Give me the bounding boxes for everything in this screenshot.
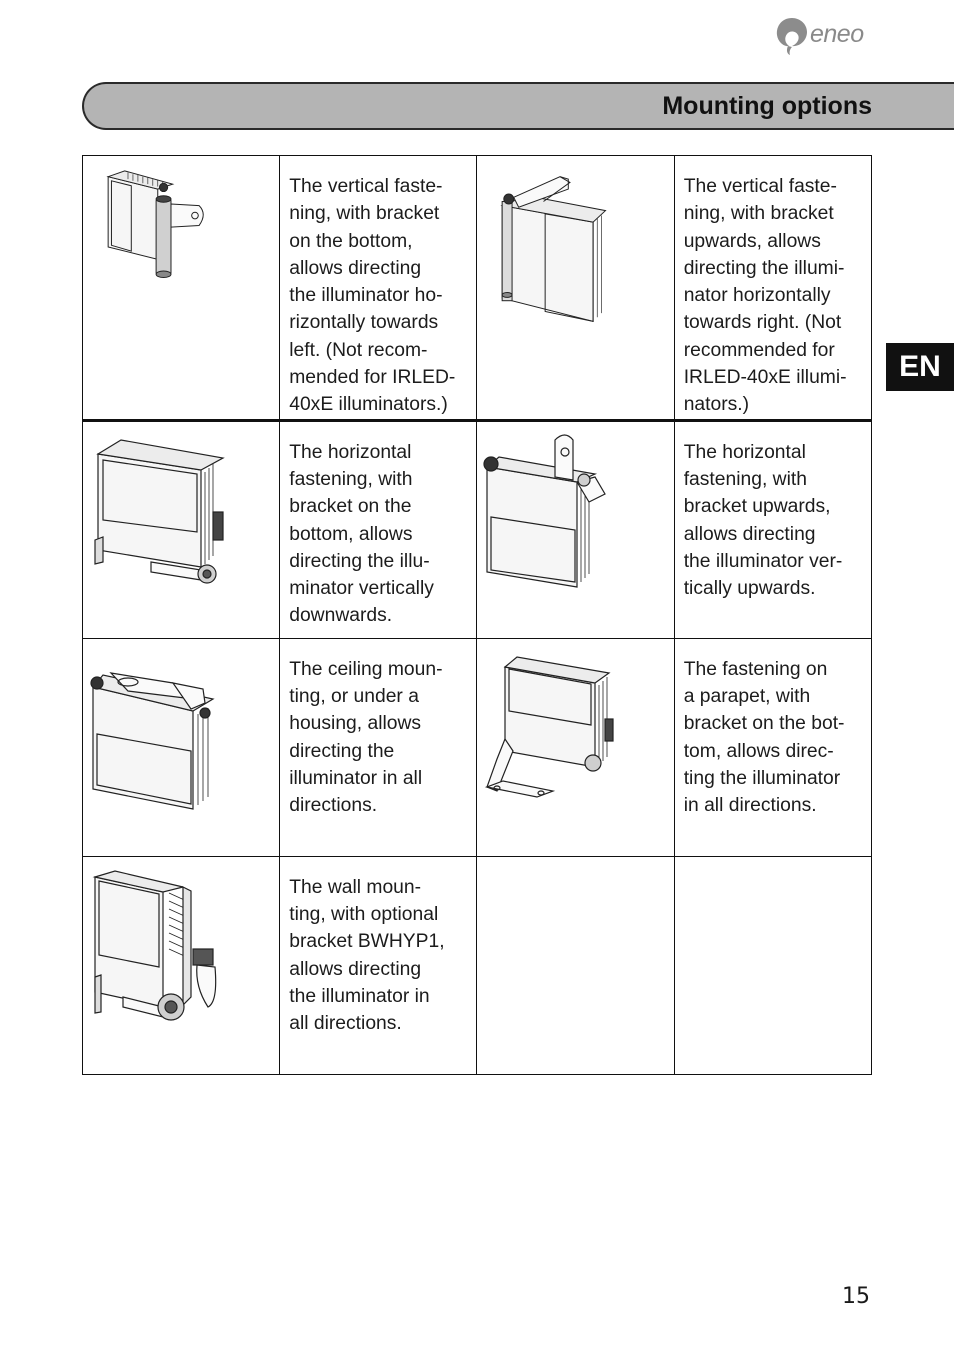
option-description: The horizontal fastening, with bracket upwards, allows directing the illuminator ver- tically upwards. [683, 441, 843, 600]
illuminator-horizontal-bracket-bottom-illustration [83, 422, 278, 637]
option-description: The vertical faste- ning, with bracket on the bottom, allows directing the illuminator ho- rizontally towards left. (Not recom- mended for IRLED- 40xE illuminators.) [289, 176, 456, 416]
illuminator-parapet-mount-illustration [477, 639, 672, 854]
description-cell [280, 156, 477, 421]
language-tab: EN [886, 343, 954, 391]
table-row [83, 856, 872, 1074]
illuminator-ceiling-mount-illustration [83, 639, 278, 854]
eneo-logo-icon [774, 16, 810, 56]
option-description: The wall moun- ting, with optional bracket BWHYP1, allows directing the illuminator in all directions. [289, 876, 445, 1035]
option-description: The horizontal fastening, with bracket on the bottom, allows directing the illu- minator vertically downwards. [289, 441, 434, 627]
illuminator-vertical-bracket-bottom-illustration [83, 156, 278, 371]
option-description: The fastening on a parapet, with bracket on the bot- tom, allows direc- ting the illuminator in all directions. [683, 658, 845, 817]
description-cell [280, 420, 477, 638]
illuminator-vertical-bracket-upwards-illustration [477, 156, 672, 371]
option-description: The ceiling moun- ting, or under a housing, allows directing the illuminator in all directions. [289, 658, 443, 817]
description-cell [280, 856, 477, 1074]
page-number: 15 [842, 1284, 870, 1309]
title-bar [82, 82, 954, 130]
mounting-options-table [82, 155, 872, 1075]
table-row [83, 156, 872, 421]
description-cell [280, 638, 477, 856]
empty-cell [477, 856, 674, 1074]
illustration-cell [83, 638, 280, 856]
illustration-cell [477, 156, 674, 421]
illustration-cell [477, 420, 674, 638]
logo-wordmark: eneo [810, 20, 864, 48]
description-cell [674, 420, 871, 638]
illustration-cell [83, 420, 280, 638]
description-cell [674, 638, 871, 856]
illustration-cell [83, 156, 280, 421]
table-row [83, 420, 872, 638]
page-title: Mounting options [662, 92, 872, 120]
table-row [83, 638, 872, 856]
empty-cell [674, 856, 871, 1074]
option-description: The vertical faste- ning, with bracket upwards, allows directing the illumi- nator horizontally towards right. (Not recommended for IRLED-40xE illumi- nators.) [683, 176, 847, 416]
description-cell [674, 156, 871, 421]
illustration-cell [477, 638, 674, 856]
illuminator-wall-mount-bwhyp1-illustration [83, 857, 278, 1072]
illuminator-horizontal-bracket-upwards-illustration [477, 422, 672, 637]
eneo-logo [774, 16, 884, 58]
illustration-cell [83, 856, 280, 1074]
